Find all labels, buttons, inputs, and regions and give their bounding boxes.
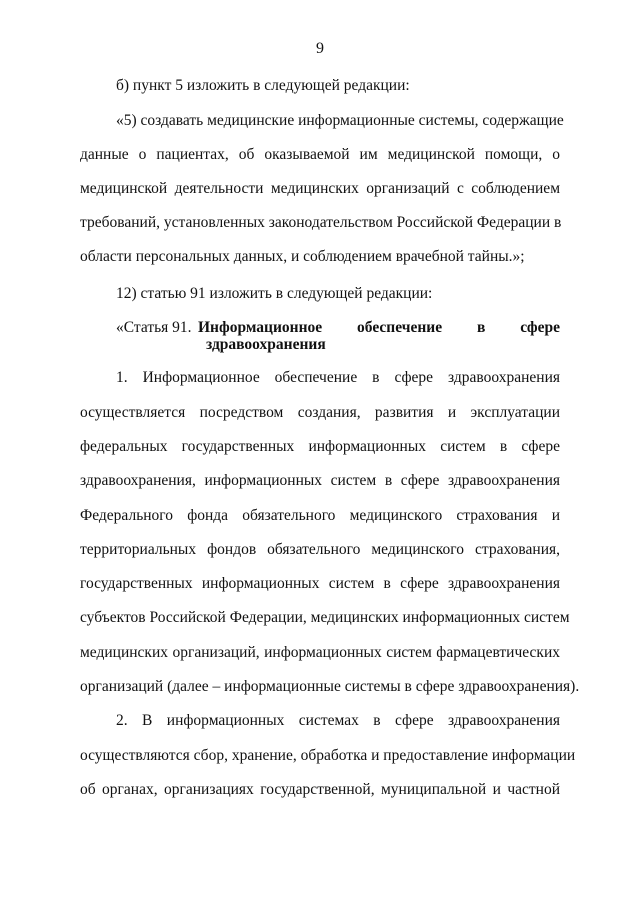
text-line: организаций (далее – информационные системы в сфере здравоохранения). — [80, 678, 580, 695]
text-line: здравоохранения, информационных систем в сфере здравоохранения — [80, 472, 560, 489]
text-line: области персональных данных, и соблюдением врачебной тайны.»; — [80, 248, 525, 265]
page-number: 9 — [316, 40, 324, 57]
text-line: медицинской деятельности медицинских организаций с соблюдением — [80, 180, 560, 197]
text-line: федеральных государственных информационных систем в сфере — [80, 438, 560, 455]
text-line: территориальных фондов обязательного медицинского страхования, — [80, 541, 560, 558]
text-line: данные о пациентах, об оказываемой им медицинской помощи, о — [80, 146, 560, 163]
text-line: 12) статью 91 изложить в следующей редакции: — [116, 285, 433, 302]
article-label: «Статья 91. — [116, 319, 192, 336]
text-line: требований, установленных законодательством Российской Федерации в — [80, 214, 562, 231]
text-line: б) пункт 5 изложить в следующей редакции: — [116, 77, 410, 94]
article-title: Информационное обеспечение в сфере — [198, 319, 560, 336]
text-line: осуществляется посредством создания, развития и эксплуатации — [80, 404, 560, 421]
text-line: об органах, организациях государственной, муниципальной и частной — [80, 781, 560, 798]
article-title-continued: здравоохранения — [206, 336, 326, 353]
text-line: государственных информационных систем в сфере здравоохранения — [80, 575, 560, 592]
text-line: «5) создавать медицинские информационные системы, содержащие — [116, 112, 564, 129]
text-line: субъектов Российской Федерации, медицинских информационных систем — [80, 609, 570, 626]
text-line: 1. Информационное обеспечение в сфере здравоохранения — [116, 369, 560, 386]
text-line: осуществляются сбор, хранение, обработка и предоставление информации — [80, 747, 576, 764]
text-line: медицинских организаций, информационных систем фармацевтических — [80, 644, 560, 661]
text-line: Федерального фонда обязательного медицинского страхования и — [80, 507, 560, 524]
text-line: 2. В информационных системах в сфере здравоохранения — [116, 712, 560, 729]
